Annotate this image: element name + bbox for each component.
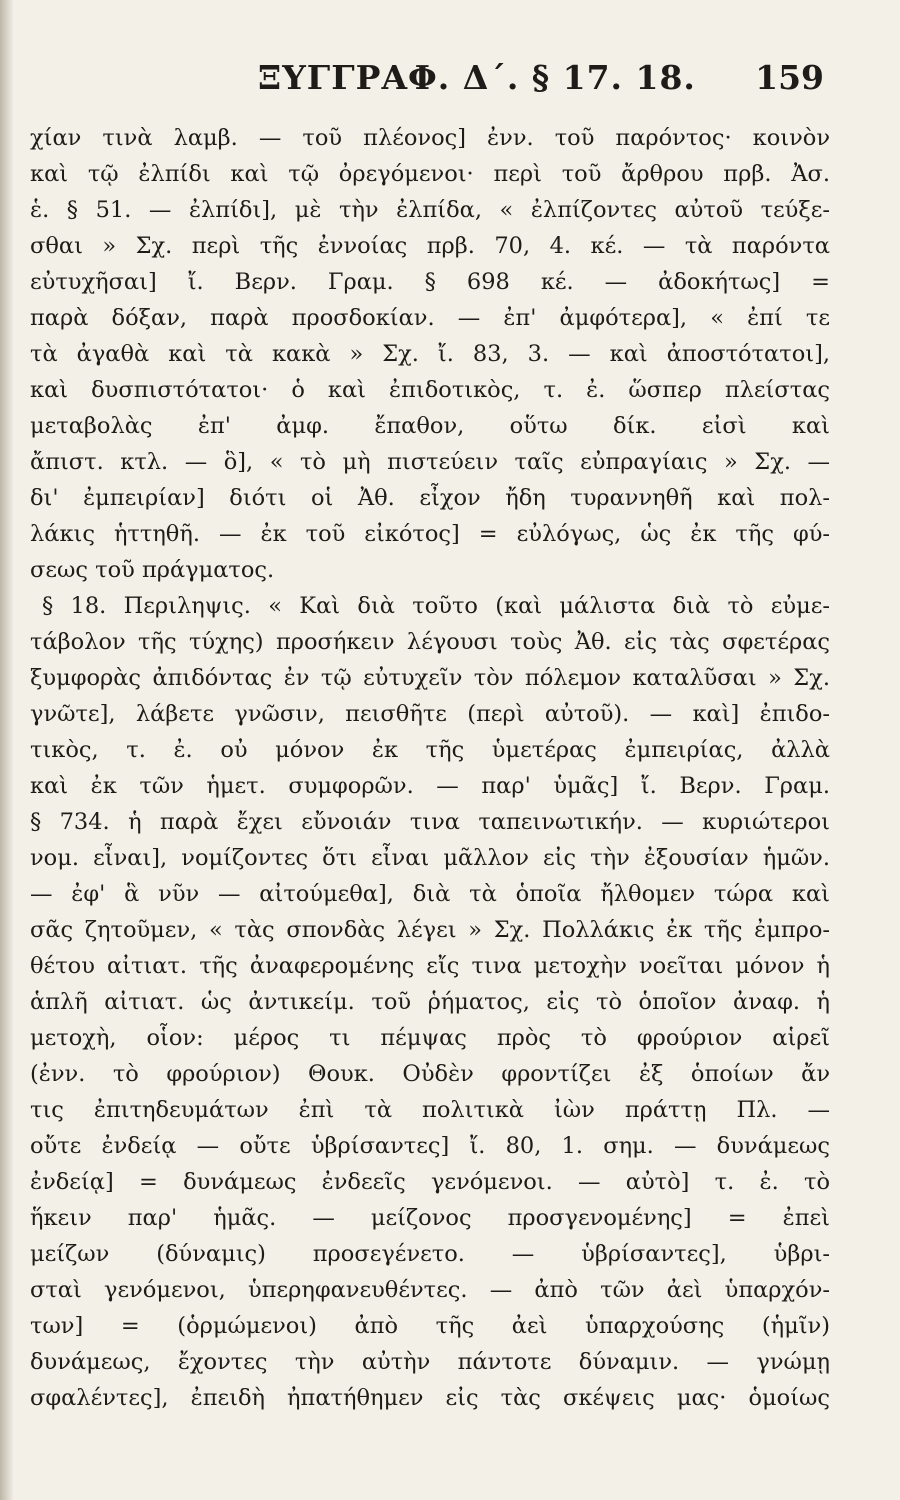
text-line: § 734. ἡ παρὰ ἔχει εὔνοιάν τινα ταπεινωτικήν. — κυριώτεροι (30, 809, 830, 835)
text-line: ἄπιστ. κτλ. — ὃ], « τὸ μὴ πιστεύειν ταῖς εὐπραγίαις » Σχ. — (30, 449, 830, 475)
text-line: οὔτε ἐνδείᾳ — οὔτε ὑβρίσαντες] ἴ. 80, 1. σημ. — δυνάμεως (30, 1133, 830, 1159)
section-heading-line: § 18. Περιληψις. « Καὶ διὰ τοῦτο (καὶ μάλιστα διὰ τὸ εὐμε- (42, 593, 830, 619)
text-line: — ἐφ' ἃ νῦν — αἰτούμεθα], διὰ τὰ ὁποῖα ἤλθομεν τώρα καὶ (30, 881, 830, 907)
text-line: καὶ ἐκ τῶν ἡμετ. συμφορῶν. — παρ' ὑμᾶς] ἴ. Βερν. Γραμ. (30, 773, 830, 799)
text-line: σθαι » Σχ. περὶ τῆς ἐννοίας πρβ. 70, 4. κέ. — τὰ παρόντα (30, 233, 830, 259)
page-number: 159 (755, 58, 824, 97)
text-line: ἐνδείᾳ] = δυνάμεως ἐνδεεῖς γενόμενοι. — αὐτὸ] τ. ἐ. τὸ (30, 1169, 830, 1195)
text-line: καὶ τῷ ἐλπίδι καὶ τῷ ὀρεγόμενοι· περὶ τοῦ ἄρθρου πρβ. Ἀσ. (30, 161, 830, 187)
text-line: ἁπλῆ αἰτιατ. ὡς ἀντικείμ. τοῦ ῥήματος, εἰς τὸ ὁποῖον ἀναφ. ἡ (30, 989, 830, 1015)
text-line: τις ἐπιτηδευμάτων ἐπὶ τὰ πολιτικὰ ἰὼν πράττῃ Πλ. — (30, 1097, 830, 1123)
text-line: τὰ ἀγαθὰ καὶ τὰ κακὰ » Σχ. ἴ. 83, 3. — καὶ ἀποστότατοι], (30, 341, 830, 367)
text-line: δι' ἐμπειρίαν] διότι οἱ Ἀθ. εἶχον ἤδη τυραννηθῆ καὶ πολ- (30, 485, 830, 511)
text-line: μεταβολὰς ἐπ' ἀμφ. ἔπαθον, οὕτω δίκ. εἰσὶ καὶ (30, 413, 830, 439)
text-line: ἑ. § 51. — ἐλπίδι], μὲ τὴν ἐλπίδα, « ἐλπίζοντες αὐτοῦ τεύξε- (30, 197, 830, 223)
text-line: τικὸς, τ. ἐ. οὐ μόνον ἐκ τῆς ὑμετέρας ἐμπειρίας, ἀλλὰ (30, 737, 830, 763)
text-line: γνῶτε], λάβετε γνῶσιν, πεισθῆτε (περὶ αὐτοῦ). — καὶ] ἐπιδο- (30, 701, 830, 727)
text-line: νομ. εἶναι], νομίζοντες ὅτι εἶναι μᾶλλον εἰς τὴν ἐξουσίαν ἡμῶν. (30, 845, 830, 871)
text-line: μετοχὴ, οἷον: μέρος τι πέμψας πρὸς τὸ φρούριον αἱρεῖ (30, 1025, 830, 1051)
text-line: σταὶ γενόμενοι, ὑπερηφανευθέντες. — ἀπὸ τῶν ἀεὶ ὑπαρχόν- (30, 1277, 830, 1303)
text-line: σᾶς ζητοῦμεν, « τὰς σπονδὰς λέγει » Σχ. Πολλάκις ἐκ τῆς ἐμπρο- (30, 917, 830, 943)
body-text (30, 120, 830, 1416)
text-line: χίαν τινὰ λαμβ. — τοῦ πλέονος] ἐνν. τοῦ παρόντος· κοινὸν (30, 125, 830, 151)
text-line: (ἐνν. τὸ φρούριον) Θουκ. Οὐδὲν φροντίζει ἐξ ὁποίων ἄν (30, 1061, 830, 1087)
running-head (0, 58, 900, 98)
text-line: ἥκειν παρ' ἡμᾶς. — μείζονος προσγενομένης] = ἐπεὶ (30, 1205, 830, 1231)
text-line: θέτου αἰτιατ. τῆς ἀναφερομένης εἴς τινα μετοχὴν νοεῖται μόνον ἡ (30, 953, 830, 979)
text-line: σεως τοῦ πράγματος. (30, 557, 275, 583)
running-head-title: ΞΥΓΓΡΑΦ. Δ΄. § 17. 18. (258, 58, 696, 97)
text-line: τάβολον τῆς τύχης) προσήκειν λέγουσι τοὺς Ἀθ. εἰς τὰς σφετέρας (30, 629, 830, 655)
text-line: εὐτυχῆσαι] ἴ. Βερν. Γραμ. § 698 κέ. — ἀδοκήτως] = (30, 269, 830, 295)
text-line: ξυμφορὰς ἀπιδόντας ἐν τῷ εὐτυχεῖν τὸν πόλεμον καταλῦσαι » Σχ. (30, 665, 830, 691)
text-line: δυνάμεως, ἔχοντες τὴν αὐτὴν πάντοτε δύναμιν. — γνώμῃ (30, 1349, 830, 1375)
text-line: παρὰ δόξαν, παρὰ προσδοκίαν. — ἐπ' ἀμφότερα], « ἐπί τε (30, 305, 830, 331)
text-line: καὶ δυσπιστότατοι· ὁ καὶ ἐπιδοτικὸς, τ. ἐ. ὥσπερ πλείστας (30, 377, 830, 403)
text-line: λάκις ἡττηθῆ. — ἐκ τοῦ εἰκότος] = εὐλόγως, ὡς ἐκ τῆς φύ- (30, 521, 830, 547)
text-line: των] = (ὁρμώμενοι) ἀπὸ τῆς ἀεὶ ὑπαρχούσης (ἡμῖν) (30, 1313, 830, 1339)
text-line: μείζων (δύναμις) προσεγένετο. — ὑβρίσαντες], ὑβρι- (30, 1241, 830, 1267)
text-line: σφαλέντες], ἐπειδὴ ἠπατήθημεν εἰς τὰς σκέψεις μας· ὁμοίως (30, 1385, 830, 1411)
